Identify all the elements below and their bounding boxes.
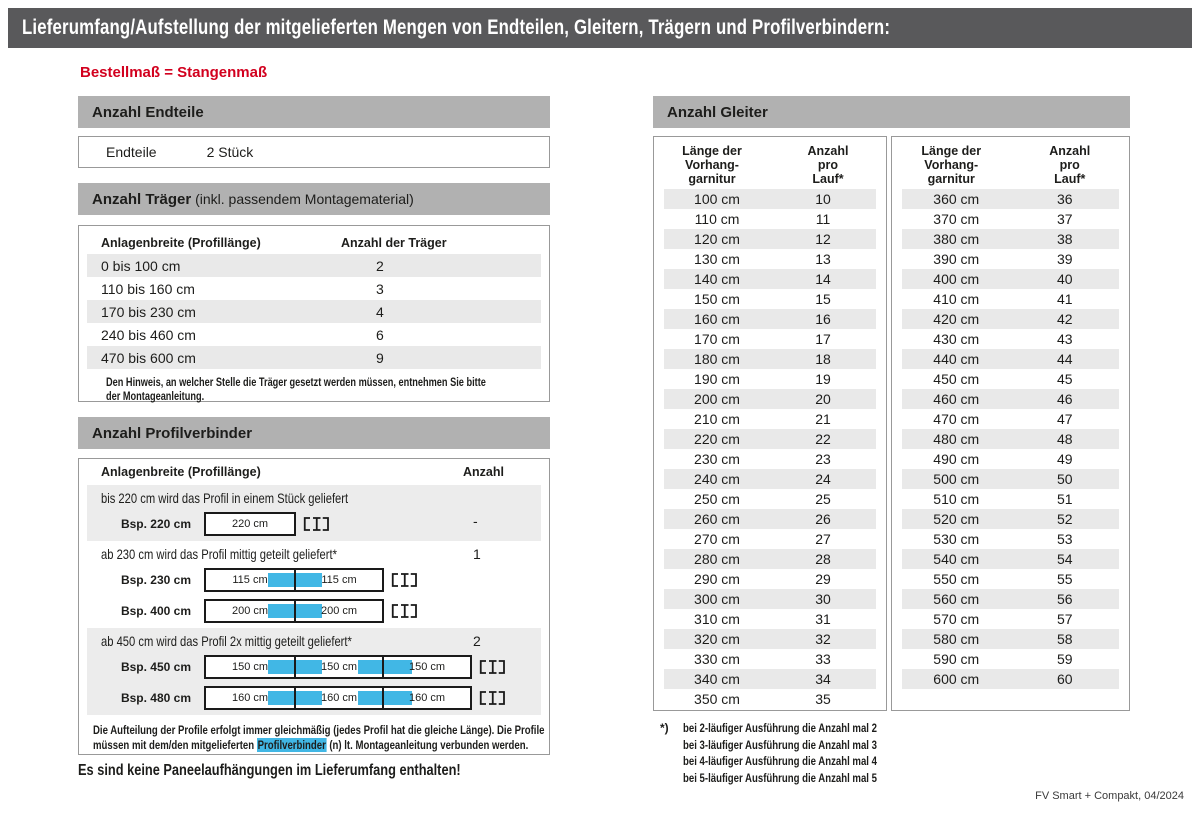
note-line2-pre: müssen mit dem/den mitgelieferten (93, 738, 257, 752)
gleiter-row (664, 349, 876, 369)
profile-example-row (87, 569, 541, 591)
gleiter-length-cell: 450 cm (933, 371, 980, 387)
traeger-rows (79, 254, 549, 369)
gleiter-length-cell: 210 cm (694, 411, 740, 427)
gleiter-count-cell: 33 (815, 651, 831, 667)
gleiter-row (664, 489, 876, 509)
header-line: Anzahl (807, 144, 849, 158)
footnote-row (660, 770, 925, 787)
traeger-row (87, 323, 541, 346)
gleiter-count-cell: 50 (1056, 471, 1073, 487)
gleiter-row (664, 569, 876, 589)
gleiter-row (902, 389, 1119, 409)
gleiter-length-cell: 310 cm (694, 611, 740, 627)
profile-segment: 150 cm (231, 661, 269, 673)
example-label: Bsp. 230 cm (120, 573, 191, 587)
gleiter-length-cell: 570 cm (933, 611, 980, 627)
gleiter-row (902, 509, 1119, 529)
profile-cross-section-icon (389, 569, 419, 591)
gleiter-count-cell: 43 (1056, 331, 1073, 347)
gleiter-length-cell: 550 cm (933, 571, 980, 587)
gleiter-row (664, 369, 876, 389)
gleiter-count-cell: 46 (1056, 391, 1073, 407)
header-line: pro (1059, 158, 1080, 172)
gleiter-length-cell: 460 cm (933, 391, 980, 407)
gleiter-count-cell: 12 (815, 231, 831, 247)
document-footer: FV Smart + Compakt, 04/2024 (1035, 790, 1184, 802)
section-title-traeger: Anzahl Träger (92, 190, 192, 208)
gleiter-count-cell: 47 (1056, 411, 1073, 427)
traeger-col1-header: Anlagenbreite (Profillänge) (101, 236, 261, 250)
gleiter-count-cell: 37 (1056, 211, 1073, 227)
traeger-row (87, 277, 541, 300)
gleiter-length-cell: 140 cm (694, 271, 740, 287)
gleiter-row (664, 589, 876, 609)
gleiter-row (664, 689, 876, 709)
gleiter-row (902, 669, 1119, 689)
gleiter-row (902, 589, 1119, 609)
gleiter-table-right (891, 136, 1130, 711)
gleiter-length-cell: 470 cm (933, 411, 980, 427)
gleiter-count-cell: 60 (1056, 671, 1073, 687)
endteile-value: 2 Stück (206, 144, 254, 160)
profilverbinder-note-line1: Die Aufteilung der Profile erfolgt immer gleichmäßig (jedes Profil hat die gleiche Länge). Die Profile (93, 723, 545, 737)
footnote-marker (660, 737, 683, 754)
profilverbinder-sections (79, 485, 549, 715)
gleiter-length-cell: 520 cm (933, 511, 980, 527)
gleiter-header (654, 137, 886, 189)
gleiter-length-cell: 110 cm (694, 211, 740, 227)
gleiter-count-cell: 53 (1056, 531, 1073, 547)
gleiter-row (902, 349, 1119, 369)
gleiter-length-cell: 440 cm (933, 351, 980, 367)
gleiter-count-cell: 48 (1056, 431, 1073, 447)
example-label: Bsp. 220 cm (120, 517, 191, 531)
gleiter-length-cell: 240 cm (694, 471, 740, 487)
gleiter-length-cell: 330 cm (694, 651, 740, 667)
footnote-marker: *) (660, 721, 669, 735)
profilverbinder-note (93, 723, 545, 753)
gleiter-row (902, 189, 1119, 209)
gleiter-length-cell: 200 cm (694, 391, 740, 407)
gleiter-length-cell: 120 cm (694, 231, 740, 247)
gleiter-row (902, 329, 1119, 349)
traeger-table (78, 225, 550, 402)
profilverbinder-table (78, 458, 550, 755)
gleiter-length-cell: 360 cm (933, 191, 980, 207)
gleiter-length-cell: 480 cm (933, 431, 980, 447)
gleiter-length-cell: 350 cm (694, 691, 740, 707)
gleiter-length-cell: 370 cm (933, 211, 980, 227)
profilverbinder-count: 2 (473, 633, 481, 649)
gleiter-row (902, 649, 1119, 669)
header-line: Lauf* (812, 172, 844, 186)
gleiter-length-cell: 540 cm (933, 551, 980, 567)
footnote-row (660, 753, 925, 770)
gleiter-count-cell: 38 (1056, 231, 1073, 247)
example-label: Bsp. 400 cm (120, 604, 191, 618)
gleiter-row (902, 569, 1119, 589)
gleiter-row (902, 629, 1119, 649)
gleiter-count-cell: 45 (1056, 371, 1073, 387)
profilverbinder-count: 1 (473, 546, 481, 562)
gleiter-row (664, 209, 876, 229)
profile-segment: 150 cm (382, 657, 470, 677)
gleiter-length-cell: 400 cm (933, 271, 980, 287)
gleiter-row (664, 389, 876, 409)
profile-segment: 200 cm (231, 605, 269, 617)
gleiter-count-cell: 21 (815, 411, 831, 427)
gleiter-count-cell: 17 (815, 331, 831, 347)
gleiter-count-cell: 55 (1056, 571, 1073, 587)
gleiter-count-cell: 52 (1056, 511, 1073, 527)
gleiter-length-cell: 190 cm (694, 371, 740, 387)
gleiter-length-cell: 410 cm (933, 291, 980, 307)
gleiter-count-cell: 22 (815, 431, 831, 447)
profilverbinder-count: - (473, 513, 478, 529)
gleiter-footnotes (660, 720, 925, 786)
traeger-note (106, 376, 541, 404)
header-line: garnitur (688, 172, 736, 186)
traeger-range-cell: 110 bis 160 cm (101, 280, 195, 297)
header-line: Vorhang- (685, 158, 739, 172)
gleiter-count-cell: 13 (815, 251, 831, 267)
profilverbinder-rule-text: bis 220 cm wird das Profil in einem Stück geliefert (101, 490, 349, 506)
traeger-note-text: Den Hinweis, an welcher Stelle die Träger gesetzt werden müssen, entnehmen Sie bitte (106, 377, 486, 389)
profilverbinder-section (87, 628, 541, 715)
gleiter-count-cell: 30 (815, 591, 831, 607)
traeger-table-header (87, 234, 541, 252)
header-line: Lauf* (1054, 172, 1086, 186)
traeger-count-cell: 9 (376, 349, 384, 366)
traeger-row (87, 300, 541, 323)
section-bar-profilverbinder (78, 417, 550, 449)
gleiter-length-cell: 390 cm (933, 251, 980, 267)
example-label: Bsp. 480 cm (120, 691, 191, 705)
gleiter-count-cell: 56 (1056, 591, 1073, 607)
gleiter-length-cell: 500 cm (933, 471, 980, 487)
traeger-count-cell: 6 (376, 326, 384, 343)
gleiter-row (902, 249, 1119, 269)
gleiter-count-cell: 44 (1056, 351, 1073, 367)
gleiter-length-cell: 600 cm (933, 671, 980, 687)
profilverbinder-rule-text: ab 450 cm wird das Profil 2x mittig geteilt geliefert* (101, 633, 352, 649)
footnote-text: bei 4-läufiger Ausführung die Anzahl mal 4 (683, 754, 877, 768)
gleiter-row (664, 329, 876, 349)
gleiter-count-header (770, 144, 886, 189)
gleiter-row (664, 269, 876, 289)
gleiter-row (902, 369, 1119, 389)
profile-cross-section-icon (477, 687, 507, 709)
gleiter-count-cell: 57 (1056, 611, 1073, 627)
header-line: garnitur (927, 172, 975, 186)
gleiter-row (664, 249, 876, 269)
gleiter-count-cell: 54 (1056, 551, 1073, 567)
header-line: pro (817, 158, 839, 172)
profilverbinder-col1-header: Anlagenbreite (Profillänge) (101, 465, 261, 479)
gleiter-length-cell: 180 cm (694, 351, 740, 367)
traeger-col2-header: Anzahl der Träger (341, 236, 447, 250)
profilverbinder-section (87, 485, 541, 541)
gleiter-count-cell: 16 (815, 311, 831, 327)
gleiter-row (664, 609, 876, 629)
traeger-count-cell: 2 (376, 257, 384, 274)
gleiter-row (664, 289, 876, 309)
gleiter-length-cell: 280 cm (694, 551, 740, 567)
gleiter-count-cell: 19 (815, 371, 831, 387)
gleiter-row (902, 429, 1119, 449)
section-bar-endteile (78, 96, 550, 128)
gleiter-count-cell: 51 (1056, 491, 1073, 507)
gleiter-length-cell: 250 cm (694, 491, 740, 507)
profile-cross-section-icon (477, 656, 507, 678)
gleiter-length-cell: 300 cm (694, 591, 740, 607)
profile-bar (204, 655, 472, 679)
gleiter-count-cell: 26 (815, 511, 831, 527)
gleiter-length-cell: 160 cm (694, 311, 740, 327)
gleiter-length-header (654, 144, 770, 189)
profile-cross-section-icon (389, 600, 419, 622)
profile-segment: 200 cm (294, 601, 382, 621)
note-line2-post: (n) lt. Montageanleitung verbunden werden. (326, 738, 529, 752)
header-line: Länge der (921, 144, 982, 158)
gleiter-length-cell: 100 cm (694, 191, 740, 207)
section-title-gleiter: Anzahl Gleiter (667, 103, 768, 121)
gleiter-count-cell: 36 (1056, 191, 1073, 207)
profile-example-row (87, 600, 541, 622)
header-line: Länge der (682, 144, 742, 158)
gleiter-row (664, 229, 876, 249)
gleiter-length-cell: 220 cm (694, 431, 740, 447)
profile-bar (204, 568, 384, 592)
endteile-label: Endteile (106, 144, 157, 160)
order-measure-note: Bestellmaß = Stangenmaß (80, 64, 268, 81)
header-line: Vorhang- (924, 158, 979, 172)
profilverbinder-section (87, 541, 541, 628)
no-paneel-note (78, 762, 556, 780)
profile-segment: 150 cm (294, 657, 382, 677)
gleiter-row (664, 449, 876, 469)
title-bar (8, 8, 1192, 48)
footnote-text: bei 5-läufiger Ausführung die Anzahl mal 5 (683, 770, 877, 785)
gleiter-row (902, 609, 1119, 629)
profile-example-row (87, 656, 541, 678)
section-bar-gleiter (653, 96, 1130, 128)
gleiter-count-cell: 40 (1056, 271, 1073, 287)
traeger-note-text: der Montageanleitung. (106, 391, 205, 403)
gleiter-length-cell: 490 cm (933, 451, 980, 467)
footnote-marker (660, 753, 683, 770)
traeger-note-line (106, 390, 541, 404)
gleiter-count-cell: 14 (815, 271, 831, 287)
profile-segment: 160 cm (294, 688, 382, 708)
gleiter-length-cell: 150 cm (694, 291, 740, 307)
footnote-marker (660, 770, 683, 787)
profilverbinder-rule-row (87, 545, 541, 563)
gleiter-length-cell: 130 cm (694, 251, 740, 267)
gleiter-count-cell: 15 (815, 291, 831, 307)
traeger-range-cell: 170 bis 230 cm (101, 303, 196, 320)
gleiter-length-cell: 430 cm (933, 331, 980, 347)
profile-segment: 115 cm (232, 574, 268, 586)
gleiter-count-cell: 58 (1056, 631, 1073, 647)
profilverbinder-highlight: Profilverbinder (257, 738, 326, 752)
gleiter-count-cell: 39 (1056, 251, 1073, 267)
traeger-row (87, 254, 541, 277)
traeger-note-line (106, 376, 541, 390)
profilverbinder-col2-header: Anzahl (463, 465, 504, 479)
gleiter-row (902, 529, 1119, 549)
profile-bar (204, 686, 472, 710)
gleiter-count-cell: 32 (815, 631, 831, 647)
gleiter-row (902, 409, 1119, 429)
section-bar-traeger (78, 183, 550, 215)
profile-example-row (87, 687, 541, 709)
gleiter-row (902, 229, 1119, 249)
example-label: Bsp. 450 cm (120, 660, 191, 674)
gleiter-count-cell: 20 (815, 391, 831, 407)
gleiter-length-cell: 560 cm (933, 591, 980, 607)
gleiter-length-cell: 270 cm (694, 531, 740, 547)
profile-segment: 160 cm (231, 692, 269, 704)
gleiter-count-cell: 18 (815, 351, 831, 367)
gleiter-count-cell: 27 (815, 531, 831, 547)
profile-cross-section-icon (301, 513, 331, 535)
profile-segment: 115 cm (294, 570, 382, 590)
gleiter-row (902, 269, 1119, 289)
gleiter-count-cell: 34 (815, 671, 831, 687)
footnote-text: bei 3-läufiger Ausführung die Anzahl mal 3 (683, 737, 877, 752)
profile-bar (204, 599, 384, 623)
gleiter-row (664, 469, 876, 489)
gleiter-length-header (892, 144, 1011, 189)
gleiter-length-cell: 530 cm (933, 531, 980, 547)
footnote-row (660, 737, 925, 754)
gleiter-length-cell: 420 cm (933, 311, 980, 327)
gleiter-row (664, 409, 876, 429)
gleiter-row (664, 309, 876, 329)
gleiter-row (902, 289, 1119, 309)
gleiter-count-cell: 10 (815, 191, 831, 207)
traeger-range-cell: 0 bis 100 cm (101, 257, 181, 274)
gleiter-count-cell: 59 (1056, 651, 1073, 667)
gleiter-count-cell: 11 (815, 211, 831, 227)
footnote-text: bei 2-läufiger Ausführung die Anzahl mal 2 (683, 721, 877, 735)
gleiter-length-cell: 580 cm (933, 631, 980, 647)
endteile-box (78, 136, 550, 168)
gleiter-row (664, 649, 876, 669)
gleiter-length-cell: 380 cm (933, 231, 980, 247)
footnote-row (660, 720, 925, 737)
section-title-endteile: Anzahl Endteile (92, 103, 204, 121)
gleiter-length-cell: 230 cm (694, 451, 740, 467)
gleiter-row (664, 189, 876, 209)
gleiter-count-cell: 25 (815, 491, 831, 507)
profilverbinder-table-header (79, 465, 549, 485)
gleiter-row (664, 629, 876, 649)
gleiter-row (664, 509, 876, 529)
gleiter-header (892, 137, 1129, 189)
gleiter-table-left (653, 136, 887, 711)
gleiter-row (902, 469, 1119, 489)
section-title-profilverbinder: Anzahl Profilverbinder (92, 424, 253, 442)
gleiter-length-cell: 170 cm (694, 331, 740, 347)
gleiter-row (902, 489, 1119, 509)
gleiter-count-cell: 24 (815, 471, 831, 487)
gleiter-count-cell: 41 (1056, 291, 1073, 307)
gleiter-count-cell: 49 (1056, 451, 1073, 467)
traeger-range-cell: 470 bis 600 cm (101, 349, 196, 366)
gleiter-length-cell: 510 cm (933, 491, 980, 507)
gleiter-count-cell: 28 (815, 551, 831, 567)
traeger-row (87, 346, 541, 369)
gleiter-length-cell: 340 cm (694, 671, 740, 687)
section-title-traeger-suffix: (inkl. passendem Montagematerial) (191, 191, 414, 207)
gleiter-row (664, 549, 876, 569)
no-paneel-note-text: Es sind keine Paneelaufhängungen im Lieferumfang enthalten! (78, 762, 461, 779)
profilverbinder-rule-row (87, 632, 541, 650)
gleiter-count-cell: 35 (815, 691, 831, 707)
gleiter-count-cell: 29 (815, 571, 831, 587)
gleiter-row (664, 669, 876, 689)
profile-segment: 160 cm (382, 688, 470, 708)
gleiter-length-cell: 260 cm (694, 511, 740, 527)
gleiter-row (664, 529, 876, 549)
profilverbinder-rule-text: ab 230 cm wird das Profil mittig geteilt geliefert* (101, 546, 337, 562)
gleiter-row (902, 449, 1119, 469)
gleiter-count-cell: 23 (815, 451, 831, 467)
gleiter-row (664, 429, 876, 449)
page-title: Lieferumfang/Aufstellung der mitgelieferten Mengen von Endteilen, Gleitern, Trägern und Profilverbindern: (22, 16, 891, 39)
gleiter-length-cell: 590 cm (933, 651, 980, 667)
profile-bar (204, 512, 296, 536)
traeger-range-cell: 240 bis 460 cm (101, 326, 196, 343)
gleiter-row (902, 209, 1119, 229)
gleiter-count-header (1011, 144, 1130, 189)
gleiter-count-cell: 42 (1056, 311, 1073, 327)
profile-segment: 220 cm (231, 518, 269, 530)
gleiter-count-cell: 31 (815, 611, 831, 627)
header-line: Anzahl (1049, 144, 1091, 158)
gleiter-row (902, 549, 1119, 569)
traeger-count-cell: 3 (376, 280, 384, 297)
profilverbinder-note-line2 (93, 738, 528, 753)
traeger-count-cell: 4 (376, 303, 384, 320)
gleiter-length-cell: 320 cm (694, 631, 740, 647)
gleiter-length-cell: 290 cm (694, 571, 740, 587)
gleiter-row (902, 309, 1119, 329)
